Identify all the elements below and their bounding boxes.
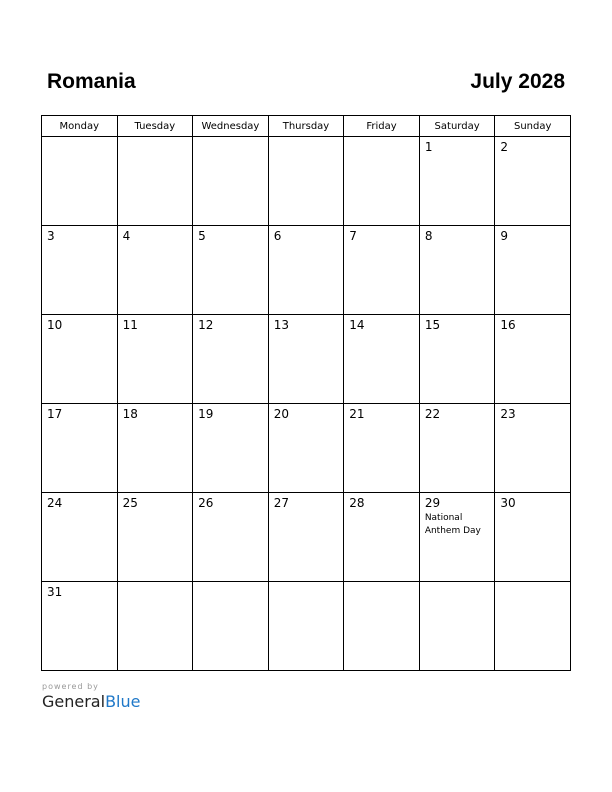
day-number: 11 bbox=[122, 318, 138, 332]
day-number: 30 bbox=[500, 496, 516, 510]
day-cell bbox=[344, 493, 420, 582]
footer-branding bbox=[42, 682, 140, 711]
day-number: 29 bbox=[424, 496, 441, 510]
empty-day-cell bbox=[419, 582, 495, 671]
week-row bbox=[42, 404, 571, 493]
day-number: 20 bbox=[273, 407, 289, 421]
country-title: Romania bbox=[47, 70, 136, 93]
day-cell bbox=[495, 226, 571, 315]
brand-general: General bbox=[42, 692, 106, 711]
day-cell bbox=[117, 493, 193, 582]
weekday-header: Saturday bbox=[419, 116, 495, 137]
day-number: 8 bbox=[424, 229, 433, 243]
day-number: 7 bbox=[349, 229, 357, 243]
day-cell bbox=[268, 493, 344, 582]
day-number: 31 bbox=[47, 585, 63, 599]
weekday-header: Friday bbox=[344, 116, 420, 137]
day-number: 21 bbox=[349, 407, 365, 421]
empty-day-cell bbox=[344, 137, 420, 226]
day-number: 23 bbox=[500, 407, 516, 421]
holiday-label: National Anthem Day bbox=[424, 513, 481, 536]
day-number: 2 bbox=[500, 140, 509, 154]
week-row bbox=[42, 315, 571, 404]
day-number: 12 bbox=[198, 318, 214, 332]
empty-day-cell bbox=[193, 582, 269, 671]
month-title: July 2028 bbox=[470, 70, 565, 93]
day-number: 13 bbox=[273, 318, 289, 332]
day-cell bbox=[268, 404, 344, 493]
day-cell bbox=[419, 137, 495, 226]
day-number: 3 bbox=[47, 229, 55, 243]
day-cell bbox=[344, 226, 420, 315]
day-cell bbox=[268, 315, 344, 404]
weekday-header: Monday bbox=[42, 116, 118, 137]
day-number: 15 bbox=[424, 318, 441, 332]
week-row bbox=[42, 582, 571, 671]
day-number: 6 bbox=[273, 229, 282, 243]
day-number: 28 bbox=[349, 496, 365, 510]
day-cell bbox=[419, 315, 495, 404]
weekday-header-row bbox=[42, 116, 571, 137]
day-number: 22 bbox=[424, 407, 441, 421]
empty-day-cell bbox=[117, 137, 193, 226]
day-cell bbox=[344, 404, 420, 493]
day-cell bbox=[42, 315, 118, 404]
day-cell bbox=[42, 404, 118, 493]
day-cell bbox=[42, 493, 118, 582]
day-cell bbox=[193, 315, 269, 404]
day-number: 27 bbox=[273, 496, 289, 510]
day-cell bbox=[268, 226, 344, 315]
day-cell bbox=[193, 493, 269, 582]
empty-day-cell bbox=[344, 582, 420, 671]
weekday-header: Wednesday bbox=[193, 116, 269, 137]
day-number: 5 bbox=[198, 229, 206, 243]
day-cell bbox=[419, 493, 495, 582]
day-cell bbox=[117, 226, 193, 315]
empty-day-cell bbox=[117, 582, 193, 671]
day-cell bbox=[117, 315, 193, 404]
day-number: 25 bbox=[122, 496, 138, 510]
day-cell bbox=[495, 137, 571, 226]
day-cell bbox=[495, 404, 571, 493]
brand-blue: Blue bbox=[105, 692, 141, 711]
day-number: 4 bbox=[122, 229, 131, 243]
day-cell bbox=[495, 315, 571, 404]
week-row bbox=[42, 137, 571, 226]
day-cell bbox=[42, 582, 118, 671]
empty-day-cell bbox=[193, 137, 269, 226]
weekday-header: Tuesday bbox=[117, 116, 193, 137]
empty-day-cell bbox=[495, 582, 571, 671]
day-number: 14 bbox=[349, 318, 365, 332]
day-cell bbox=[344, 315, 420, 404]
week-row bbox=[42, 493, 571, 582]
calendar-grid bbox=[41, 115, 571, 671]
day-cell bbox=[419, 226, 495, 315]
day-number: 16 bbox=[500, 318, 516, 332]
day-cell bbox=[495, 493, 571, 582]
brand-logo bbox=[42, 692, 140, 711]
day-number: 17 bbox=[47, 407, 63, 421]
day-cell bbox=[193, 226, 269, 315]
day-number: 9 bbox=[500, 229, 509, 243]
day-cell bbox=[117, 404, 193, 493]
weekday-header: Sunday bbox=[495, 116, 571, 137]
day-cell bbox=[193, 404, 269, 493]
day-number: 26 bbox=[198, 496, 214, 510]
day-number: 19 bbox=[198, 407, 214, 421]
weekday-header: Thursday bbox=[268, 116, 344, 137]
day-number: 1 bbox=[424, 140, 433, 154]
day-cell bbox=[419, 404, 495, 493]
week-row bbox=[42, 226, 571, 315]
calendar-body bbox=[42, 137, 571, 671]
day-cell bbox=[42, 226, 118, 315]
empty-day-cell bbox=[268, 582, 344, 671]
day-number: 18 bbox=[122, 407, 138, 421]
powered-by-label: powered by bbox=[42, 682, 99, 691]
day-number: 24 bbox=[47, 496, 63, 510]
empty-day-cell bbox=[268, 137, 344, 226]
empty-day-cell bbox=[42, 137, 118, 226]
day-number: 10 bbox=[47, 318, 63, 332]
